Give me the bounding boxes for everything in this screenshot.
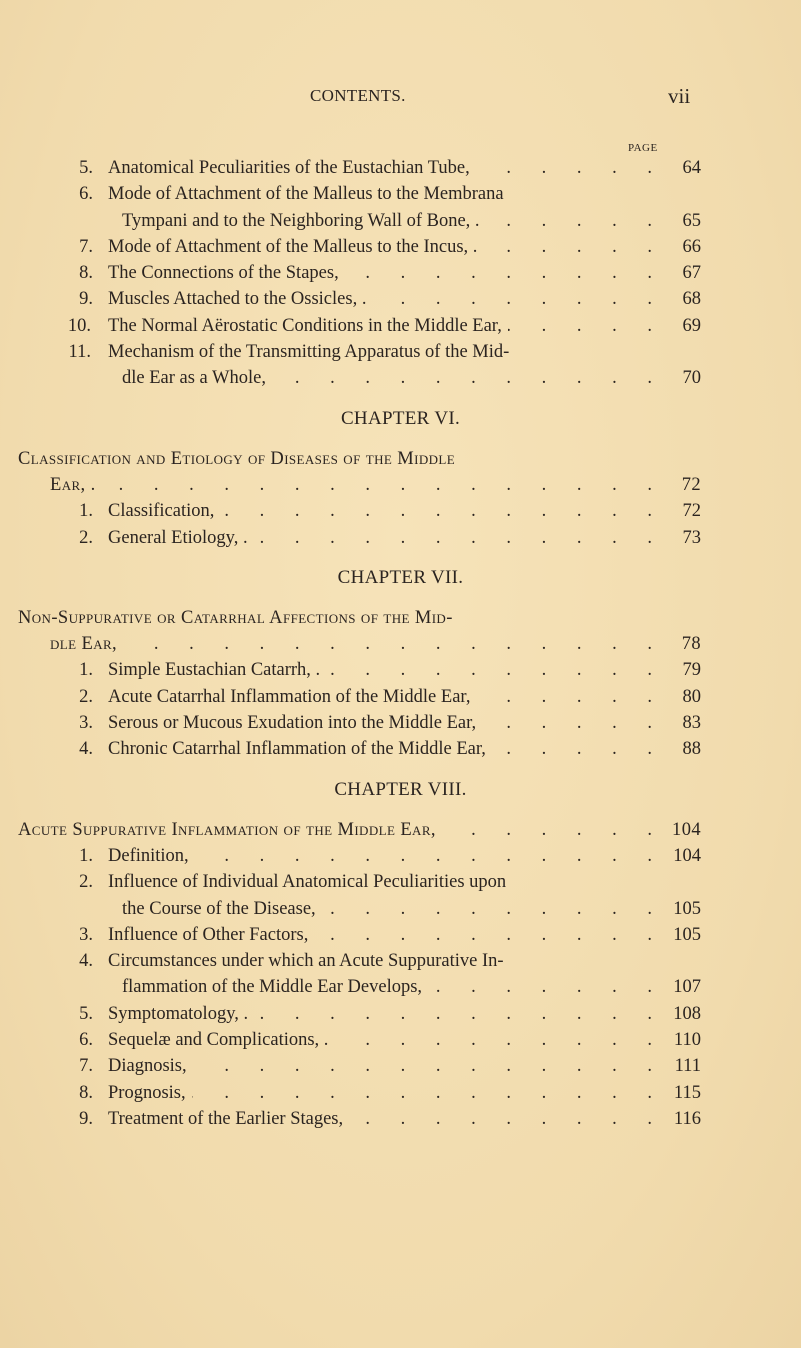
entry-number: 7. [79, 236, 93, 257]
entry-title: Muscles Attached to the Ossicles, . [108, 289, 367, 310]
toc-entry-line [0, 869, 801, 895]
toc-entry-line [0, 260, 801, 286]
entry-text [108, 339, 701, 365]
entry-number: 10. [67, 315, 91, 336]
entry-title: Influence of Other Factors, [108, 924, 309, 945]
toc-entry-line [0, 948, 801, 974]
entry-title: the Course of the Disease, [122, 898, 316, 919]
entry-number: 9. [79, 1108, 93, 1129]
entry-title: flammation of the Middle Ear Develops, [122, 977, 423, 998]
dot-leader [123, 631, 665, 657]
page-number: vii [668, 84, 691, 108]
toc-entry-line [0, 1053, 801, 1079]
entry-title: Acute Suppurative Inflammation of the Middle Ear, [18, 819, 436, 840]
dot-leader [345, 260, 665, 286]
entry-title: General Etiology, . [108, 527, 248, 548]
entry-text [108, 736, 701, 762]
entry-text [122, 208, 701, 234]
dot-leader [492, 736, 665, 762]
entry-page: 64 [682, 158, 701, 178]
entry-page: 105 [673, 898, 701, 919]
entry-text [122, 896, 701, 922]
toc-entry-line [0, 657, 801, 683]
entry-title: Tympani and to the Neighboring Wall of Bone, . [122, 210, 480, 231]
entry-number: 8. [79, 1082, 93, 1103]
section-heading-line [0, 817, 801, 843]
dot-leader [428, 974, 665, 1000]
entry-title: Mechanism of the Transmitting Apparatus of the Mid- [108, 342, 510, 363]
entry-number: 5. [79, 158, 93, 178]
entry-text [108, 1027, 701, 1053]
toc-entry-line [0, 181, 801, 207]
entry-page: 83 [682, 713, 701, 734]
toc-entry-line [0, 234, 801, 260]
dot-leader [254, 525, 665, 551]
dot-leader [483, 234, 665, 260]
toc-entry-line [0, 684, 801, 710]
entry-page: 105 [673, 924, 701, 945]
dot-leader [102, 472, 665, 498]
toc-entry-line [0, 286, 801, 312]
dot-leader [482, 710, 665, 736]
entry-text [108, 1053, 701, 1079]
entry-title: Definition, [108, 845, 189, 866]
entry-title: Circumstances under which an Acute Suppurative In- [108, 951, 504, 972]
dot-leader [476, 155, 665, 181]
entry-title: Influence of Individual Anatomical Peculiarities upon [108, 872, 507, 893]
entry-title: Classification and Etiology of Diseases of the Middle [18, 448, 456, 469]
entry-page: 69 [682, 315, 701, 336]
toc-entry-line [0, 896, 801, 922]
chapter-title: CHAPTER VII. [337, 566, 464, 588]
entry-title: dle Ear, [50, 634, 118, 655]
toc-entry-line [0, 208, 801, 234]
entry-number: 3. [79, 713, 93, 734]
entry-text [108, 155, 701, 181]
entry-number: 11. [68, 342, 91, 363]
toc-entry-line [0, 710, 801, 736]
entry-text [122, 365, 701, 391]
dot-leader [334, 1027, 665, 1053]
entry-text [108, 313, 701, 339]
section-heading-line [0, 605, 801, 631]
entry-title: Classification, [108, 501, 215, 522]
toc-entry-line [0, 922, 801, 948]
entry-page: 67 [682, 263, 701, 284]
toc-entry-line [0, 1001, 801, 1027]
entry-page: 111 [674, 1056, 701, 1077]
entry-text [108, 525, 701, 551]
running-title: CONTENTS. [310, 86, 406, 105]
entry-title: Acute Catarrhal Inflammation of the Middle Ear, [108, 686, 471, 707]
entry-text [108, 843, 701, 869]
entry-page: 72 [681, 474, 701, 495]
entry-title: Chronic Catarrhal Inflammation of the Middle Ear, [108, 739, 486, 760]
entry-text [50, 631, 701, 657]
entry-number: 4. [79, 739, 93, 760]
dot-leader [272, 365, 665, 391]
entry-title: Symptomatology, . [108, 1003, 249, 1024]
entry-title: Treatment of the Earlier Stages, [108, 1108, 344, 1129]
entry-number: 5. [79, 1003, 93, 1024]
entry-number: 8. [79, 263, 93, 284]
entry-title: Serous or Mucous Exudation into the Middle Ear, [108, 713, 477, 734]
entry-text [108, 498, 701, 524]
entry-text [108, 1106, 701, 1132]
entry-page: 107 [673, 977, 701, 998]
table-of-contents [0, 155, 801, 1132]
entry-number: 1. [79, 845, 93, 866]
entry-title: Sequelæ and Complications, . [108, 1030, 329, 1051]
toc-entry-line [0, 736, 801, 762]
chapter-title: CHAPTER VI. [340, 407, 461, 429]
entry-text [108, 684, 701, 710]
entry-text [108, 657, 701, 683]
dot-leader [195, 843, 665, 869]
entry-page: 104 [673, 845, 701, 866]
entry-page: 73 [682, 527, 701, 548]
entry-text [122, 974, 701, 1000]
entry-title: dle Ear as a Whole, [122, 368, 266, 389]
toc-entry-line [0, 155, 801, 181]
entry-number: 2. [79, 872, 93, 893]
entry-title: Mode of Attachment of the Malleus to the Incus, . [108, 236, 478, 257]
toc-entry-line [0, 843, 801, 869]
entry-text [108, 260, 701, 286]
entry-text [108, 948, 701, 974]
entry-page: 116 [673, 1108, 701, 1129]
dot-leader [442, 817, 665, 843]
entry-page: 88 [682, 739, 701, 760]
entry-number: 6. [79, 184, 93, 205]
toc-entry-line [0, 1080, 801, 1106]
entry-title: Ear, . [50, 474, 96, 495]
entry-page: 80 [682, 686, 701, 707]
dot-leader [254, 1001, 665, 1027]
entry-text [108, 1080, 701, 1106]
entry-text [108, 234, 701, 260]
entry-number: 2. [79, 686, 93, 707]
dot-leader [508, 313, 665, 339]
entry-page: 110 [673, 1030, 701, 1051]
entry-text [108, 286, 701, 312]
toc-entry-line [0, 498, 801, 524]
section-heading-line [0, 446, 801, 472]
entry-page: 72 [682, 501, 701, 522]
entry-text [18, 446, 701, 472]
entry-text [18, 817, 701, 843]
entry-title: Prognosis, [108, 1082, 186, 1103]
entry-page: 68 [682, 289, 701, 310]
dot-leader [372, 286, 665, 312]
entry-text [108, 710, 701, 736]
section-heading-line [0, 472, 801, 498]
toc-entry-line [0, 1027, 801, 1053]
dot-leader [486, 208, 665, 234]
entry-page: 66 [682, 236, 701, 257]
entry-number: 1. [79, 501, 93, 522]
entry-text [108, 922, 701, 948]
toc-entry-line [0, 1106, 801, 1132]
entry-number: 9. [79, 289, 93, 310]
entry-text [108, 869, 701, 895]
entry-number: 3. [79, 924, 93, 945]
entry-text [108, 181, 701, 207]
toc-entry-line [0, 313, 801, 339]
section-heading-line [0, 631, 801, 657]
dot-leader [314, 922, 665, 948]
entry-title: Diagnosis, [108, 1056, 187, 1077]
chapter-title: CHAPTER VIII. [334, 778, 467, 800]
entry-title: Simple Eustachian Catarrh, . [108, 660, 321, 681]
entry-page: 108 [673, 1003, 701, 1024]
dot-leader [193, 1053, 665, 1079]
entry-number: 1. [79, 660, 93, 681]
toc-entry-line [0, 339, 801, 365]
entry-number: 6. [79, 1030, 93, 1051]
page-column-label: PAGE [628, 142, 658, 154]
entry-page: 78 [681, 634, 701, 655]
dot-leader [476, 684, 665, 710]
toc-entry-line [0, 525, 801, 551]
entry-title: Anatomical Peculiarities of the Eustachian Tube, [108, 158, 470, 178]
entry-text [108, 1001, 701, 1027]
entry-page: 79 [682, 660, 701, 681]
entry-page: 65 [682, 210, 701, 231]
entry-page: 104 [672, 819, 701, 840]
entry-text [50, 472, 701, 498]
entry-number: 7. [79, 1056, 93, 1077]
dot-leader [322, 896, 665, 922]
dot-leader [192, 1080, 665, 1106]
entry-number: 2. [79, 527, 93, 548]
entry-text [18, 605, 701, 631]
toc-entry-line [0, 974, 801, 1000]
entry-title: The Normal Aërostatic Conditions in the Middle Ear, [108, 315, 502, 336]
entry-title: The Connections of the Stapes, [108, 263, 339, 284]
dot-leader [326, 657, 665, 683]
running-header [0, 86, 801, 112]
dot-leader [349, 1106, 665, 1132]
entry-title: Mode of Attachment of the Malleus to the Membrana [108, 184, 504, 205]
entry-title: Non-Suppurative or Catarrhal Affections of the Mid- [18, 607, 453, 628]
entry-number: 4. [79, 951, 93, 972]
entry-page: 115 [673, 1082, 701, 1103]
toc-entry-line [0, 365, 801, 391]
entry-page: 70 [682, 368, 701, 389]
dot-leader [220, 498, 665, 524]
